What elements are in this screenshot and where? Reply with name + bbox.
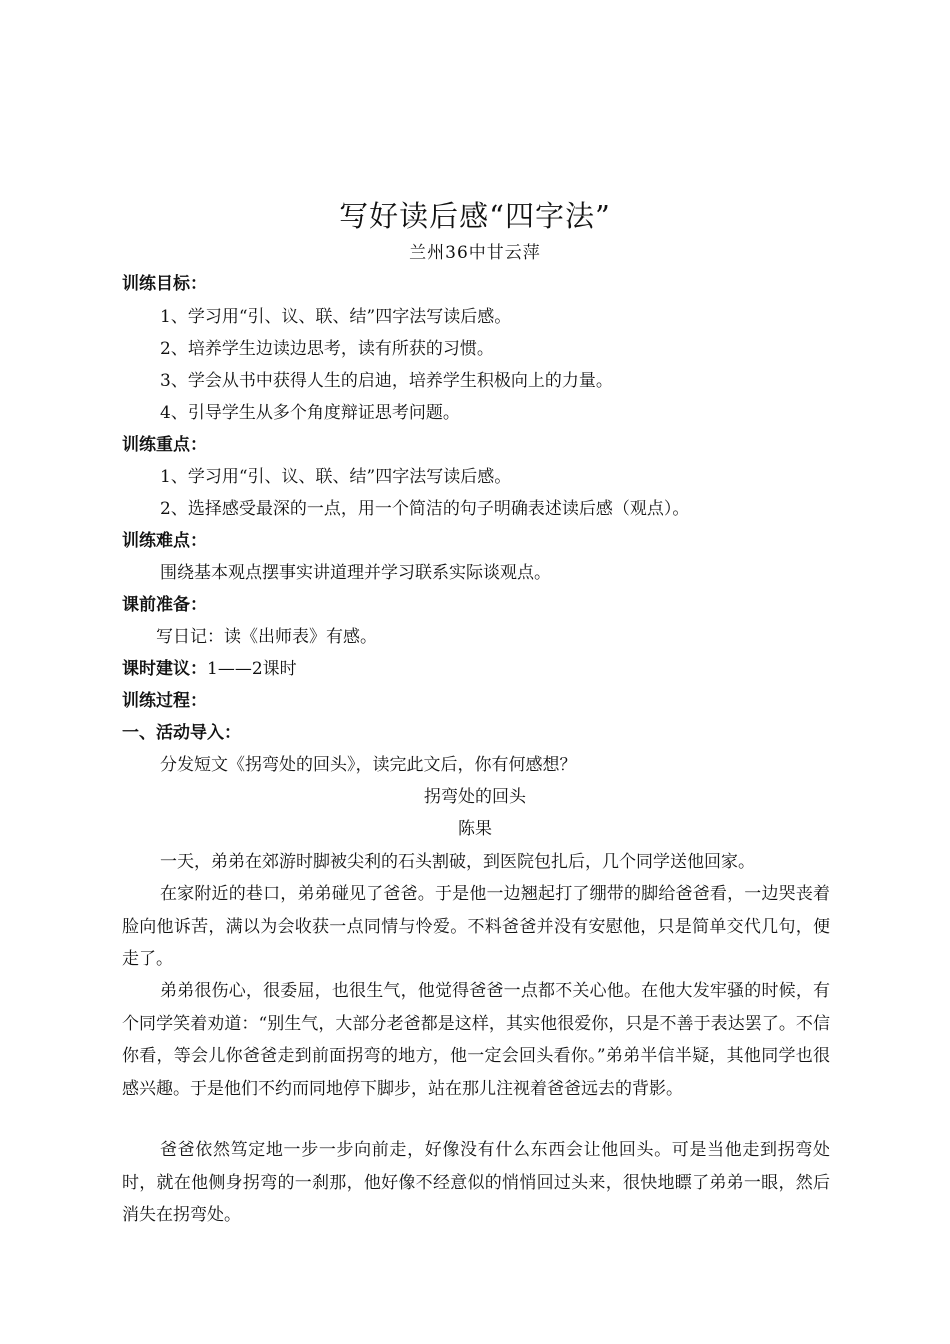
schedule-text: 1——2课时 bbox=[207, 659, 297, 679]
objective-item: 4、引导学生从多个角度辩证思考问题。 bbox=[160, 403, 460, 423]
activity-text: 分发短文《拐弯处的回头》，读完此文后，你有何感想？ bbox=[160, 755, 577, 775]
process-heading: 训练过程： bbox=[122, 691, 207, 711]
objective-item: 2、培养学生边读边思考，读有所获的习惯。 bbox=[160, 339, 494, 359]
objective-item: 3、学会从书中获得人生的启迪，培养学生积极向上的力量。 bbox=[160, 371, 613, 391]
document-author: 兰州36中甘云萍 bbox=[409, 243, 541, 263]
key-point-item: 2、选择感受最深的一点，用一个简洁的句子明确表述读后感（观点）。 bbox=[160, 499, 690, 519]
article-title: 拐弯处的回头 bbox=[424, 787, 526, 807]
article-paragraph: 一天，弟弟在郊游时脚被尖利的石头割破，到医院包扎后，几个同学送他回家。 bbox=[160, 852, 755, 872]
schedule-heading: 课时建议： bbox=[122, 659, 207, 679]
document-title: 写好读后感“四字法” bbox=[339, 199, 611, 233]
article-author: 陈果 bbox=[458, 819, 492, 839]
article-paragraph: 弟弟很伤心，很委屈，也很生气，他觉得爸爸一点都不关心他。在他大发牢骚的时候，有个同学笑着劝道：“别生气，大部分老爸都是这样，其实他很爱你，只是不善于表达罢了。不信你看，等会儿你爸爸走到前面拐弯的地方，他一定会回头看你。”弟弟半信半疑，其他同学也很感兴趣。于是他们不约而同地停下脚步，站在那儿注视着爸爸远去的背影。 bbox=[122, 981, 830, 1099]
key-point-item: 1、学习用“引、议、联、结”四字法写读后感。 bbox=[160, 467, 512, 487]
difficulties-text: 围绕基本观点摆事实讲道理并学习联系实际谈观点。 bbox=[160, 563, 551, 583]
activity-heading: 一、活动导入： bbox=[122, 723, 241, 743]
difficulties-heading: 训练难点： bbox=[122, 531, 207, 551]
preparation-heading: 课前准备： bbox=[122, 595, 207, 615]
preparation-text: 写日记：读《出师表》有感。 bbox=[156, 627, 377, 647]
objectives-heading: 训练目标： bbox=[122, 274, 207, 294]
article-paragraph: 在家附近的巷口，弟弟碰见了爸爸。于是他一边翘起打了绷带的脚给爸爸看，一边哭丧着脸向他诉苦，满以为会收获一点同情与怜爱。不料爸爸并没有安慰他，只是简单交代几句，便走了。 bbox=[122, 884, 830, 969]
objective-item: 1、学习用“引、议、联、结”四字法写读后感。 bbox=[160, 307, 512, 327]
key-points-heading: 训练重点： bbox=[122, 435, 207, 455]
article-paragraph: 爸爸依然笃定地一步一步向前走，好像没有什么东西会让他回头。可是当他走到拐弯处时，就在他侧身拐弯的一刹那，他好像不经意似的悄悄回过头来，很快地瞟了弟弟一眼，然后消失在拐弯处。 bbox=[122, 1140, 830, 1225]
schedule-line bbox=[122, 657, 297, 681]
